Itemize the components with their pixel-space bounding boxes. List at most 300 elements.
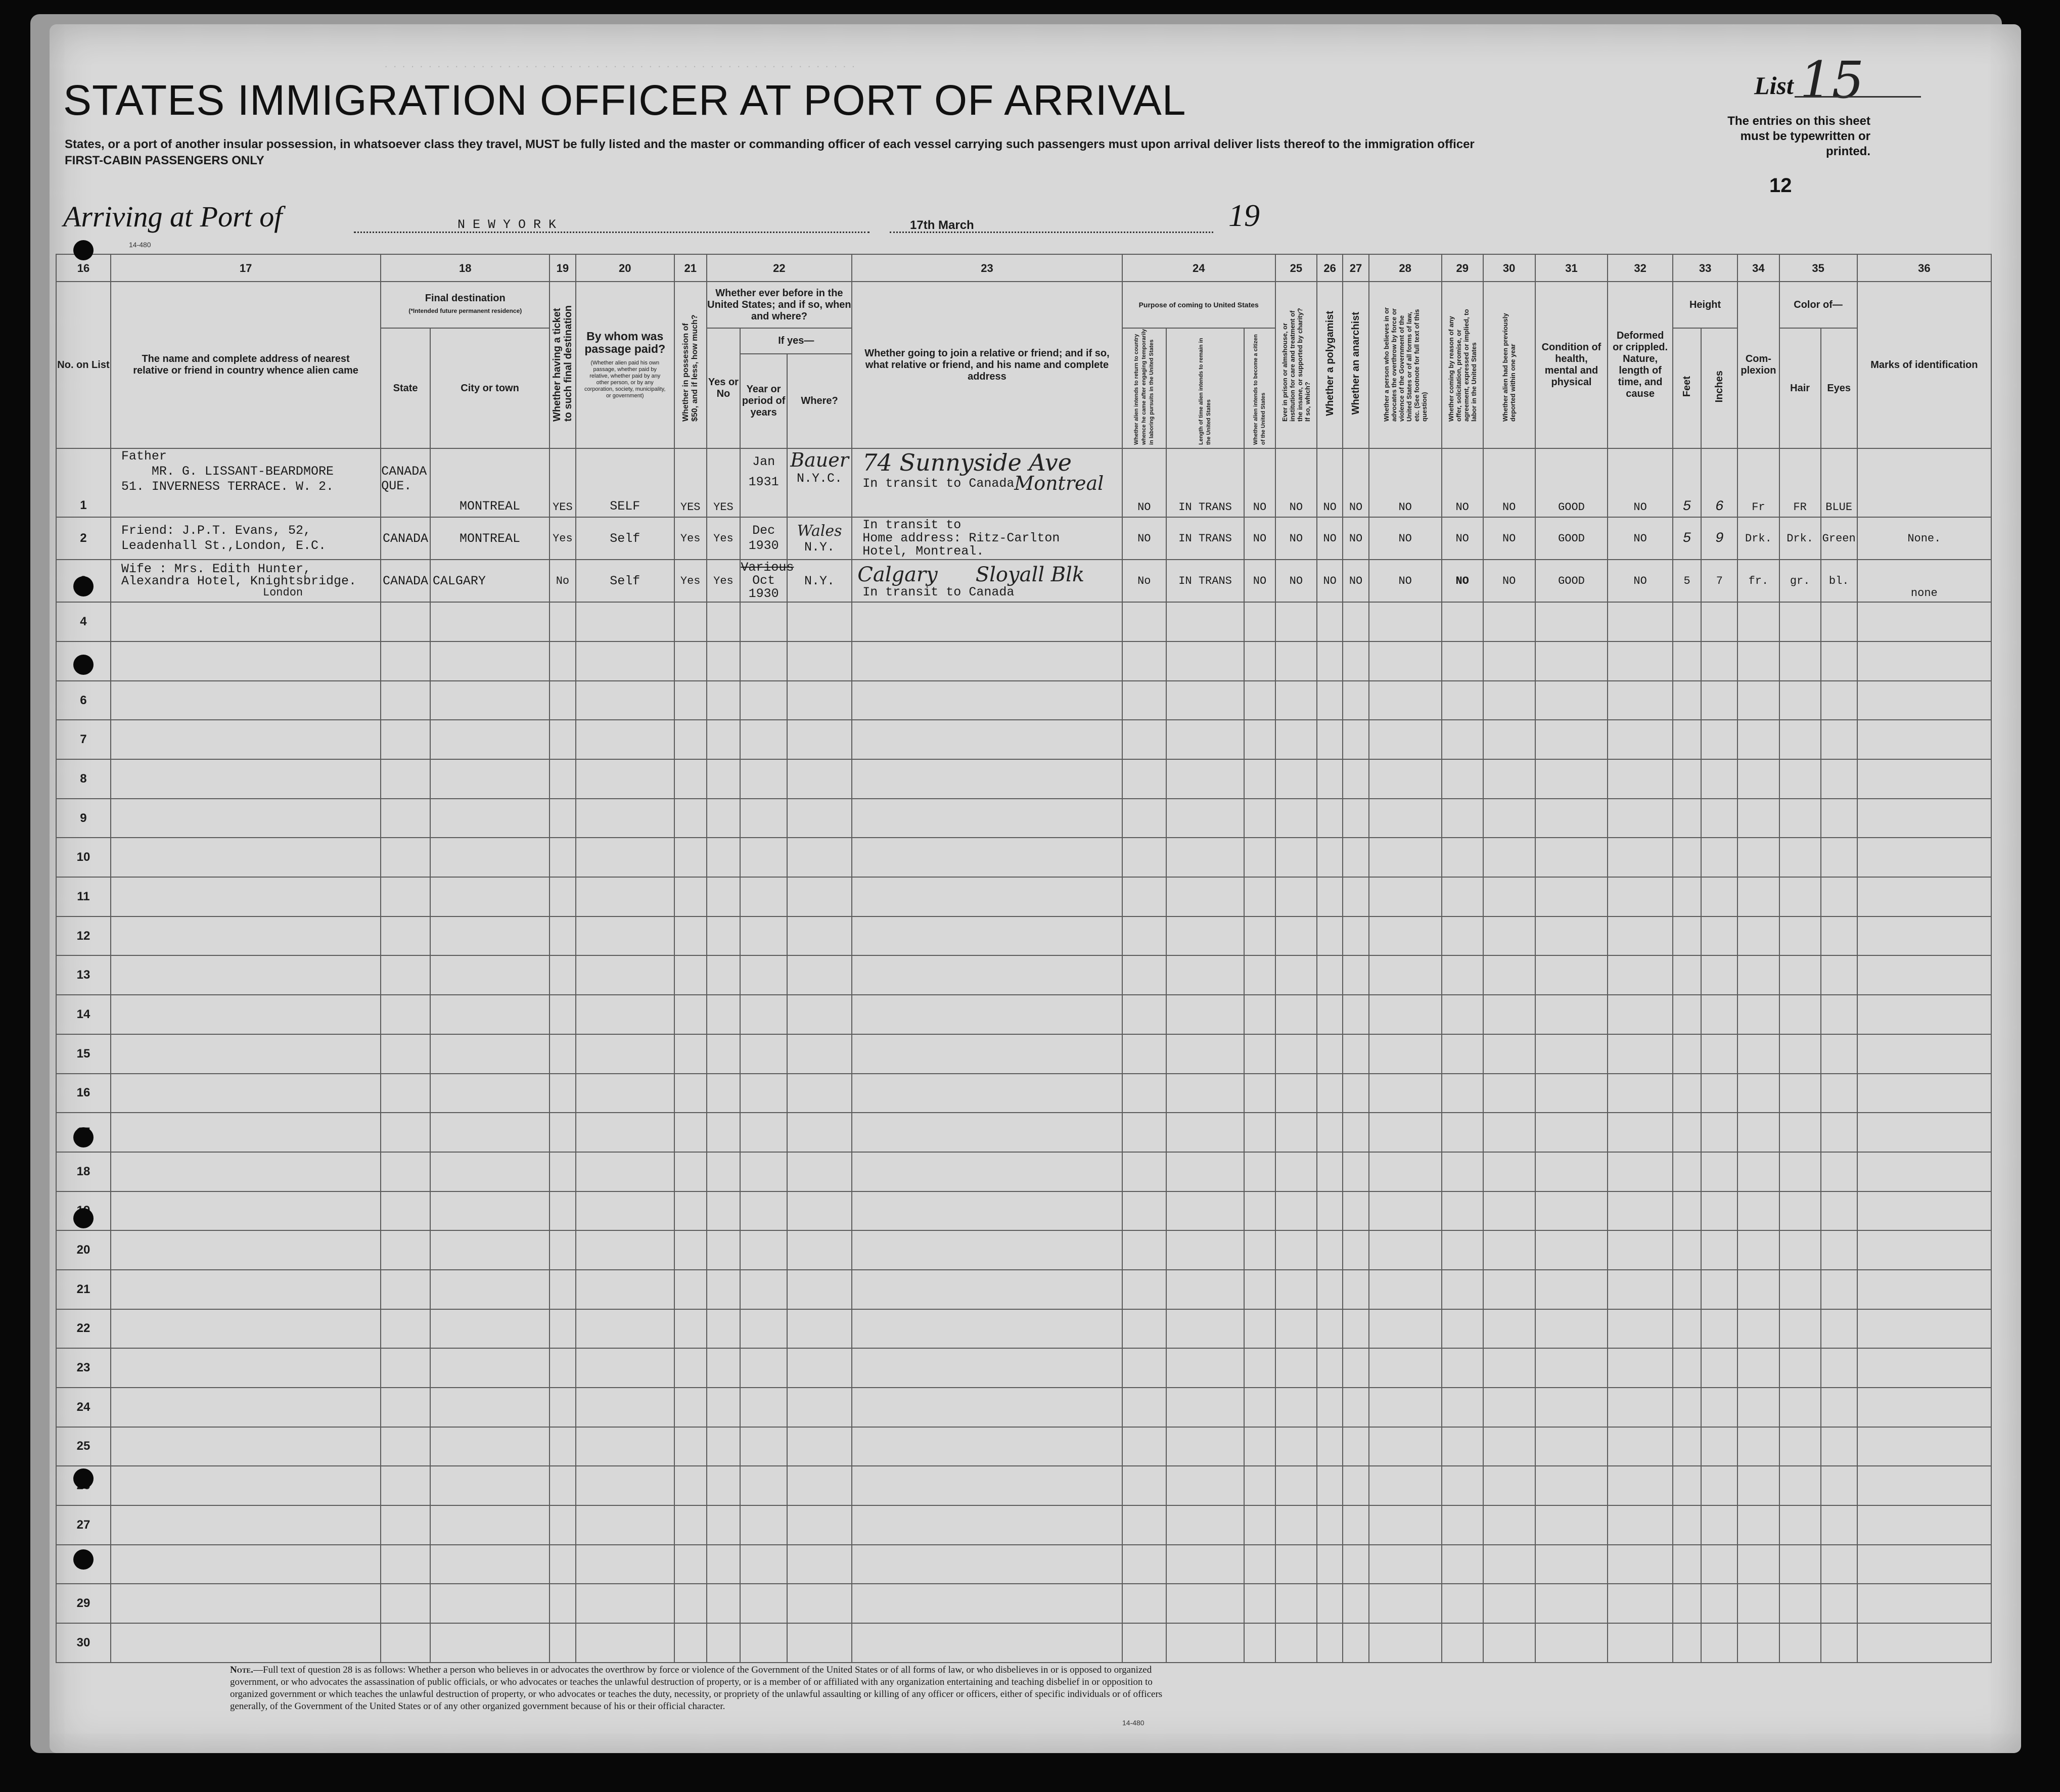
- empty-cell: [1535, 1034, 1608, 1074]
- empty-cell: [381, 1545, 430, 1584]
- header-health: Condition of health, mental and physical: [1535, 282, 1608, 448]
- empty-cell: [550, 799, 575, 838]
- empty-cell: [1369, 1505, 1442, 1545]
- empty-cell: [1122, 1113, 1166, 1152]
- header-year-period: Year or period of years: [740, 354, 787, 448]
- empty-cell: [550, 1230, 575, 1270]
- empty-cell: [1608, 1545, 1672, 1584]
- before-where-cell: N.Y.: [787, 560, 852, 602]
- empty-cell: [852, 1230, 1122, 1270]
- empty-cell: [1483, 1230, 1535, 1270]
- empty-cell: [1535, 995, 1608, 1034]
- footnote-text: —Full text of question 28 is as follows: Whether a person who believes in or advocates the overthrow by force or violence of the Government of the United States or of all forms of law, or who disbelieves in or is opposed to organized government, or who advocates the assassination of public officials, or who advocates or teaches the unlawful destruction of property, or is a member of or affiliated with any organization entertaining and teaching disbelief in or opposition to organized government or which teaches the unlawful destruction of property, or who advocates or teaches the duty, necessity, or propriety of the unlawful assaulting or killing of any officer or officers, either of specific individuals or of officers generally, of the Government of the United States or of any other organized government because of his or their official character.: [230, 1665, 1163, 1712]
- empty-cell: [1737, 1584, 1779, 1623]
- colnum-18: 18: [381, 254, 550, 282]
- row-number: 24: [56, 1388, 111, 1427]
- health-cell: GOOD: [1535, 448, 1608, 517]
- empty-cell: [1608, 1152, 1672, 1191]
- empty-cell: [1821, 995, 1857, 1034]
- empty-cell: [1343, 1623, 1368, 1663]
- empty-cell: [1608, 602, 1672, 641]
- footnote: [230, 1664, 1191, 1713]
- empty-cell: [1737, 838, 1779, 877]
- inches-cell: 6: [1701, 448, 1737, 517]
- relative-line: Father: [121, 449, 167, 464]
- empty-cell: [550, 681, 575, 720]
- empty-cell: [1369, 1191, 1442, 1231]
- empty-cell: [740, 1034, 787, 1074]
- empty-cell: [1244, 799, 1275, 838]
- empty-cell: [1535, 1309, 1608, 1349]
- empty-cell: [550, 1427, 575, 1466]
- list-number: 15: [1800, 51, 1864, 110]
- empty-cell: [1122, 1388, 1166, 1427]
- empty-cell: [1166, 641, 1244, 681]
- empty-cell: [1275, 759, 1317, 799]
- empty-cell: [1483, 955, 1535, 995]
- deformed-cell: NO: [1608, 560, 1672, 602]
- empty-cell: [1166, 955, 1244, 995]
- empty-cell: [852, 1348, 1122, 1388]
- empty-cell: [381, 1623, 430, 1663]
- empty-cell: [111, 838, 381, 877]
- overthrow-cell: NO: [1369, 448, 1442, 517]
- empty-cell: [576, 759, 674, 799]
- empty-cell: [1857, 759, 1991, 799]
- empty-cell: [1317, 1505, 1343, 1545]
- binder-hole: [73, 1549, 94, 1570]
- empty-cell: [1673, 995, 1702, 1034]
- inches-cell: 9: [1701, 517, 1737, 560]
- join-text: In transit to Canada: [862, 585, 1015, 600]
- row-number: 8: [56, 759, 111, 799]
- empty-cell: [381, 1152, 430, 1191]
- relative-line: Alexandra Hotel, Knightsbridge.: [121, 574, 356, 589]
- marks-cell: None.: [1857, 517, 1991, 560]
- empty-cell: [1737, 1466, 1779, 1505]
- empty-cell: [707, 916, 741, 956]
- before-year-value: Oct 1930: [748, 573, 779, 602]
- empty-cell: [550, 602, 575, 641]
- money-cell: Yes: [674, 560, 707, 602]
- empty-cell: [787, 1545, 852, 1584]
- empty-cell: [1244, 1427, 1275, 1466]
- empty-cell: [1821, 720, 1857, 759]
- empty-cell: [1343, 1466, 1368, 1505]
- empty-cell: [674, 838, 707, 877]
- empty-cell: [852, 1074, 1122, 1113]
- header-feet: [1673, 328, 1702, 448]
- empty-cell: [1166, 1584, 1244, 1623]
- empty-cell: [1535, 1505, 1608, 1545]
- empty-cell: [1317, 1152, 1343, 1191]
- empty-cell: [1673, 916, 1702, 956]
- empty-cell: [1343, 995, 1368, 1034]
- cabin-class-label: FIRST-CABIN PASSENGERS ONLY: [65, 154, 264, 167]
- empty-cell: [381, 1309, 430, 1349]
- empty-cell: [1275, 1584, 1317, 1623]
- empty-cell: [1343, 1230, 1368, 1270]
- table-row: [56, 448, 1991, 517]
- empty-cell: [381, 995, 430, 1034]
- join-relative-cell: [852, 560, 1122, 602]
- empty-cell: [430, 1113, 550, 1152]
- empty-cell: [787, 1191, 852, 1231]
- empty-cell: [1317, 641, 1343, 681]
- empty-cell: [1857, 799, 1991, 838]
- empty-cell: [740, 1348, 787, 1388]
- empty-cell: [576, 1584, 674, 1623]
- empty-cell: [1369, 602, 1442, 641]
- empty-cell: [674, 1034, 707, 1074]
- empty-cell: [787, 1466, 852, 1505]
- empty-cell: [1442, 1191, 1483, 1231]
- typewritten-instruction: The entries on this sheet must be typewritten or printed.: [1727, 114, 1870, 158]
- empty-cell: [1244, 838, 1275, 877]
- empty-cell: [787, 1113, 852, 1152]
- empty-cell: [1369, 1034, 1442, 1074]
- empty-cell: [787, 1584, 852, 1623]
- empty-cell: [430, 641, 550, 681]
- empty-cell: [1122, 916, 1166, 956]
- empty-cell: [430, 1074, 550, 1113]
- empty-cell: [1779, 602, 1821, 641]
- empty-cell: [550, 1584, 575, 1623]
- empty-cell: [1821, 1230, 1857, 1270]
- relative-line: MR. G. LISSANT-BEARDMORE: [151, 464, 334, 479]
- header-where: Where?: [787, 354, 852, 448]
- empty-cell: [852, 838, 1122, 877]
- empty-cell: [1821, 1348, 1857, 1388]
- empty-cell: [1442, 1152, 1483, 1191]
- passenger-manifest-table: [56, 254, 1992, 1663]
- empty-cell: [1737, 720, 1779, 759]
- empty-cell: [1166, 838, 1244, 877]
- empty-cell: [1737, 1230, 1779, 1270]
- empty-cell: [550, 1348, 575, 1388]
- empty-cell: [1673, 1623, 1702, 1663]
- empty-cell: [550, 955, 575, 995]
- empty-cell: [787, 838, 852, 877]
- empty-cell: [787, 1270, 852, 1309]
- empty-cell: [1483, 1388, 1535, 1427]
- empty-cell: [1244, 916, 1275, 956]
- header-inches: [1701, 328, 1737, 448]
- empty-cell: [1779, 1309, 1821, 1349]
- table-row: [56, 641, 1991, 681]
- row-number: 9: [56, 799, 111, 838]
- empty-cell: [381, 1230, 430, 1270]
- table-row: [56, 1113, 1991, 1152]
- hair-cell: gr.: [1779, 560, 1821, 602]
- empty-cell: [1857, 1309, 1991, 1349]
- empty-cell: [1166, 1623, 1244, 1663]
- empty-cell: [787, 877, 852, 916]
- empty-cell: [1122, 799, 1166, 838]
- binder-hole: [73, 1127, 94, 1147]
- empty-cell: [1821, 1545, 1857, 1584]
- empty-cell: [1608, 1309, 1672, 1349]
- empty-cell: [1442, 1074, 1483, 1113]
- binder-hole: [73, 1208, 94, 1228]
- empty-cell: [430, 1623, 550, 1663]
- inches-label: Inches: [1714, 371, 1725, 403]
- deformed-cell: NO: [1608, 517, 1672, 560]
- empty-cell: [576, 1230, 674, 1270]
- empty-cell: [1275, 1348, 1317, 1388]
- empty-cell: [550, 1191, 575, 1231]
- empty-cell: [852, 799, 1122, 838]
- handwritten-before: Bauer: [790, 449, 849, 471]
- join-text: Home address: Ritz-Carlton: [862, 531, 1060, 546]
- empty-cell: [1244, 955, 1275, 995]
- empty-cell: [1608, 759, 1672, 799]
- empty-cell: [1483, 1034, 1535, 1074]
- empty-cell: [111, 1584, 381, 1623]
- before-year-cell: Jan 1931: [740, 448, 787, 517]
- row-number: 14: [56, 995, 111, 1034]
- empty-cell: [852, 1113, 1122, 1152]
- empty-cell: [430, 1034, 550, 1074]
- empty-cell: [111, 995, 381, 1034]
- empty-cell: [111, 955, 381, 995]
- hair-cell: Drk.: [1779, 517, 1821, 560]
- empty-cell: [381, 1113, 430, 1152]
- empty-cell: [550, 720, 575, 759]
- ticket-cell: Yes: [550, 517, 575, 560]
- empty-cell: [1122, 1584, 1166, 1623]
- empty-cell: [1701, 799, 1737, 838]
- empty-cell: [1442, 1505, 1483, 1545]
- empty-cell: [1483, 995, 1535, 1034]
- table-row: [56, 1348, 1991, 1388]
- empty-cell: [111, 1152, 381, 1191]
- empty-cell: [550, 1505, 575, 1545]
- empty-cell: [852, 916, 1122, 956]
- before-where-value: N.Y.: [804, 540, 835, 555]
- empty-cell: [1701, 877, 1737, 916]
- empty-cell: [707, 1270, 741, 1309]
- empty-cell: [674, 681, 707, 720]
- before-year-cell: [740, 560, 794, 602]
- empty-cell: [1737, 1074, 1779, 1113]
- state-cell: CANADA: [381, 517, 430, 560]
- empty-cell: [740, 681, 787, 720]
- colnum-31: 31: [1535, 254, 1608, 282]
- empty-cell: [1535, 1466, 1608, 1505]
- empty-cell: [1317, 1074, 1343, 1113]
- empty-cell: [1779, 681, 1821, 720]
- empty-cell: [111, 1034, 381, 1074]
- purpose-length-label: Length of time alien intends to remain in the United States: [1198, 338, 1212, 445]
- empty-cell: [1701, 1348, 1737, 1388]
- empty-cell: [111, 759, 381, 799]
- empty-cell: [576, 877, 674, 916]
- empty-cell: [1673, 602, 1702, 641]
- empty-cell: [1442, 1230, 1483, 1270]
- empty-cell: [1244, 1152, 1275, 1191]
- empty-cell: [1821, 1584, 1857, 1623]
- empty-cell: [1166, 1152, 1244, 1191]
- empty-cell: [1275, 1427, 1317, 1466]
- empty-cell: [1737, 1545, 1779, 1584]
- empty-cell: [381, 1388, 430, 1427]
- empty-cell: [740, 1545, 787, 1584]
- empty-cell: [1166, 759, 1244, 799]
- row-number: 29: [56, 1584, 111, 1623]
- empty-cell: [1535, 1074, 1608, 1113]
- empty-cell: [550, 995, 575, 1034]
- empty-cell: [1244, 995, 1275, 1034]
- ticket-label: Whether having a ticket to such final destination: [551, 305, 574, 422]
- empty-cell: [576, 1191, 674, 1231]
- empty-cell: [1535, 1152, 1608, 1191]
- passage-paid-note: (Whether alien paid his own passage, whether paid by relative, whether paid by any other person, or by any corporation, society, municipality, or government): [584, 360, 666, 399]
- empty-cell: [1673, 1545, 1702, 1584]
- empty-cell: [381, 1034, 430, 1074]
- empty-cell: [674, 1309, 707, 1349]
- empty-cell: [1608, 641, 1672, 681]
- empty-cell: [1535, 799, 1608, 838]
- row-number: 11: [56, 877, 111, 916]
- empty-cell: [1821, 1466, 1857, 1505]
- marks-cell: none: [1857, 560, 1991, 602]
- form-code-bottom: 14-480: [1122, 1719, 1145, 1727]
- empty-cell: [1483, 1270, 1535, 1309]
- row-number: 25: [56, 1427, 111, 1466]
- final-destination-label: Final destination: [425, 293, 506, 304]
- empty-cell: [740, 1074, 787, 1113]
- empty-cell: [740, 838, 787, 877]
- header-row-top: [56, 282, 1991, 328]
- page-title: STATES IMMIGRATION OFFICER AT PORT OF ARRIVAL: [63, 76, 1186, 124]
- empty-cell: [1857, 602, 1991, 641]
- empty-cell: [1317, 799, 1343, 838]
- empty-cell: [1166, 1348, 1244, 1388]
- colnum-29: 29: [1442, 254, 1483, 282]
- city-cell: CALGARY: [430, 560, 550, 602]
- empty-cell: [1483, 1427, 1535, 1466]
- empty-cell: [1779, 916, 1821, 956]
- empty-cell: [787, 1427, 852, 1466]
- empty-cell: [1857, 1191, 1991, 1231]
- overthrow-cell: NO: [1369, 560, 1442, 602]
- empty-cell: [1701, 602, 1737, 641]
- empty-cell: [674, 602, 707, 641]
- header-marks: Marks of identification: [1857, 282, 1991, 448]
- column-number-row: [56, 254, 1991, 282]
- page-subtitle: States, or a port of another insular possession, in whatsoever class they travel, MUST be fully listed and the master or commanding officer of each vessel carrying such passengers must upon arrival deliver lists thereof to the immigration officer: [65, 137, 1475, 151]
- empty-cell: [787, 955, 852, 995]
- purpose-length-cell: IN TRANS: [1166, 448, 1244, 517]
- empty-cell: [707, 1074, 741, 1113]
- empty-cell: [1122, 1152, 1166, 1191]
- empty-cell: [1737, 1388, 1779, 1427]
- empty-cell: [1244, 1584, 1275, 1623]
- empty-cell: [1673, 1270, 1702, 1309]
- empty-cell: [852, 641, 1122, 681]
- empty-cell: [1701, 681, 1737, 720]
- empty-cell: [1317, 1348, 1343, 1388]
- colnum-24: 24: [1122, 254, 1275, 282]
- empty-cell: [550, 1270, 575, 1309]
- eyes-cell: BLUE: [1821, 448, 1857, 517]
- empty-cell: [1737, 602, 1779, 641]
- empty-cell: [1857, 1074, 1991, 1113]
- empty-cell: [674, 799, 707, 838]
- empty-cell: [1821, 955, 1857, 995]
- empty-cell: [111, 641, 381, 681]
- purpose-return-cell: NO: [1122, 448, 1166, 517]
- empty-cell: [1343, 1152, 1368, 1191]
- table-row: [56, 1545, 1991, 1584]
- port-value: N E W Y O R K: [457, 217, 557, 232]
- date-value: 17th March: [910, 218, 974, 232]
- empty-cell: [1166, 1074, 1244, 1113]
- empty-cell: [430, 1545, 550, 1584]
- empty-cell: [674, 1427, 707, 1466]
- empty-cell: [1779, 877, 1821, 916]
- empty-cell: [1166, 916, 1244, 956]
- table-row: [56, 602, 1991, 641]
- row-number: 30: [56, 1623, 111, 1663]
- empty-cell: [1608, 681, 1672, 720]
- empty-cell: [1821, 877, 1857, 916]
- complexion-cell: fr.: [1737, 560, 1779, 602]
- empty-cell: [111, 1191, 381, 1231]
- purpose-return-cell: No: [1122, 560, 1166, 602]
- header-height: Height: [1673, 282, 1737, 328]
- empty-cell: [1483, 838, 1535, 877]
- empty-cell: [740, 1152, 787, 1191]
- empty-cell: [674, 1505, 707, 1545]
- colnum-16: 16: [56, 254, 111, 282]
- empty-cell: [1369, 955, 1442, 995]
- empty-cell: [740, 1623, 787, 1663]
- empty-cell: [1343, 1113, 1368, 1152]
- manifest-rows: [56, 448, 1991, 1663]
- empty-cell: [707, 1466, 741, 1505]
- empty-cell: [1779, 1074, 1821, 1113]
- empty-cell: [707, 877, 741, 916]
- empty-cell: [852, 1505, 1122, 1545]
- empty-cell: [381, 681, 430, 720]
- empty-cell: [852, 602, 1122, 641]
- empty-cell: [674, 916, 707, 956]
- table-row: [56, 1191, 1991, 1231]
- empty-cell: [740, 1388, 787, 1427]
- empty-cell: [787, 1230, 852, 1270]
- empty-cell: [1857, 1623, 1991, 1663]
- prison-cell: NO: [1275, 517, 1317, 560]
- empty-cell: [674, 1388, 707, 1427]
- empty-cell: [111, 877, 381, 916]
- empty-cell: [1857, 720, 1991, 759]
- empty-cell: [1535, 602, 1608, 641]
- empty-cell: [1857, 995, 1991, 1034]
- header-passage-paid: [576, 282, 674, 448]
- deported-cell: NO: [1483, 517, 1535, 560]
- feet-label: Feet: [1681, 376, 1693, 397]
- empty-cell: [1857, 838, 1991, 877]
- empty-cell: [1317, 1270, 1343, 1309]
- empty-cell: [1275, 838, 1317, 877]
- empty-cell: [852, 1466, 1122, 1505]
- empty-cell: [1608, 1388, 1672, 1427]
- relative-line: London: [262, 586, 303, 600]
- empty-cell: [1275, 916, 1317, 956]
- empty-cell: [707, 838, 741, 877]
